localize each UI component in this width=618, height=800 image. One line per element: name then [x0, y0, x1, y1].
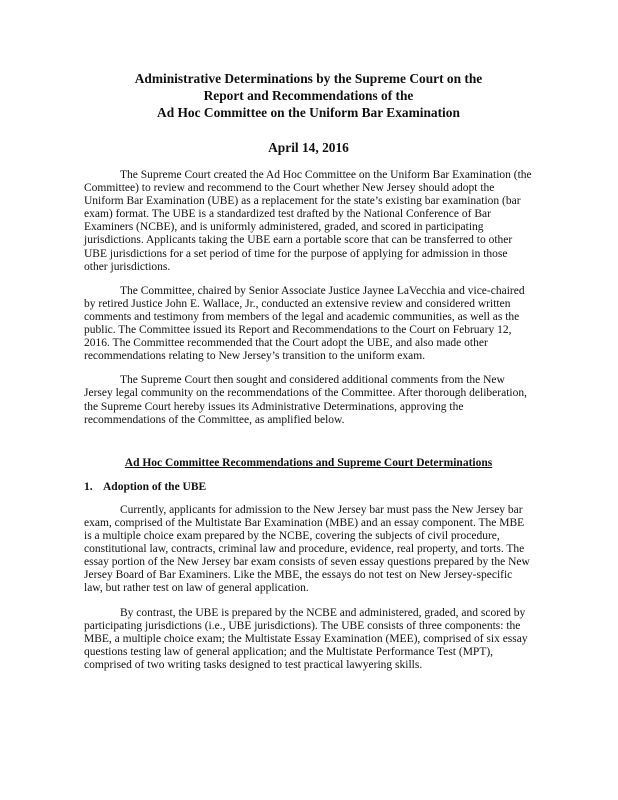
intro-paragraph-3: The Supreme Court then sought and considered additional comments from the New Jersey legal community on the recommendations of the Committee. After thorough deliberation, the Supreme Court hereby issues its Administrative Determinations, approving the recommendations of the Committee, as amplified below. — [84, 374, 527, 426]
item-1-number: 1. — [84, 480, 93, 493]
title-line-1: Administrative Determinations by the Supreme Court on the — [134, 71, 483, 86]
document-date: April 14, 2016 — [268, 140, 349, 155]
section-heading: Ad Hoc Committee Recommendations and Supreme Court Determinations — [124, 456, 493, 469]
intro-paragraph-1: The Supreme Court created the Ad Hoc Committee on the Uniform Bar Examination (the Committee) to review and recommend to the Court whether New Jersey should adopt the Uniform Bar Examination (UBE) as a replacement for the state’s existing bar examination (bar exam) format. The UBE is a standardized test drafted by the National Conference of Bar Examiners (NCBE), and is uniformly administered, graded, and scored in participating jurisdictions. Applicants taking the UBE earn a portable score that can be transferred to other UBE jurisdictions for a set period of time for the purpose of applying for admission in those other jurisdictions. — [84, 169, 532, 273]
title-line-3: Ad Hoc Committee on the Uniform Bar Examination — [157, 105, 460, 120]
intro-paragraph-2: The Committee, chaired by Senior Associate Justice Jaynee LaVecchia and vice-chaired by retired Justice John E. Wallace, Jr., conducted an extensive review and considered written comments and testimony from members of the legal and academic communities, as well as the public. The Committee issued its Report and Recommendations to the Court on February 12, 2016. The Committee recommended that the Court adopt the UBE, and also made other recommendations relating to New Jersey’s transition to the uniform exam. — [84, 284, 525, 363]
item-1-paragraph-1: Currently, applicants for admission to the New Jersey bar must pass the New Jersey bar exam, comprised of the Multistate Bar Examination (MBE) and an essay component. The MBE is a multiple choice exam prepared by the NCBE, covering the subjects of civil procedure, constitutional law, contracts, criminal law and procedure, evidence, real property, and torts. The essay portion of the New Jersey bar exam consists of seven essay questions prepared by the New Jersey Board of Bar Examiners. Like the MBE, the essays do not test on New Jersey-specific law, but rather test on law of general application. — [84, 503, 530, 595]
document-page — [84, 70, 533, 683]
item-1-title: Adoption of the UBE — [103, 480, 207, 493]
title-line-2: Report and Recommendations of the — [203, 88, 414, 103]
item-1-paragraph-2: By contrast, the UBE is prepared by the NCBE and administered, graded, and scored by participating jurisdictions (i.e., UBE jurisdictions). The UBE consists of three components: the MBE, a multiple choice exam; the Multistate Essay Examination (MEE), comprised of six essay questions testing law of general application; and the Multistate Performance Test (MPT), comprised of two writing tasks designed to test practical lawyering skills. — [84, 606, 528, 671]
item-1-heading — [84, 481, 533, 494]
